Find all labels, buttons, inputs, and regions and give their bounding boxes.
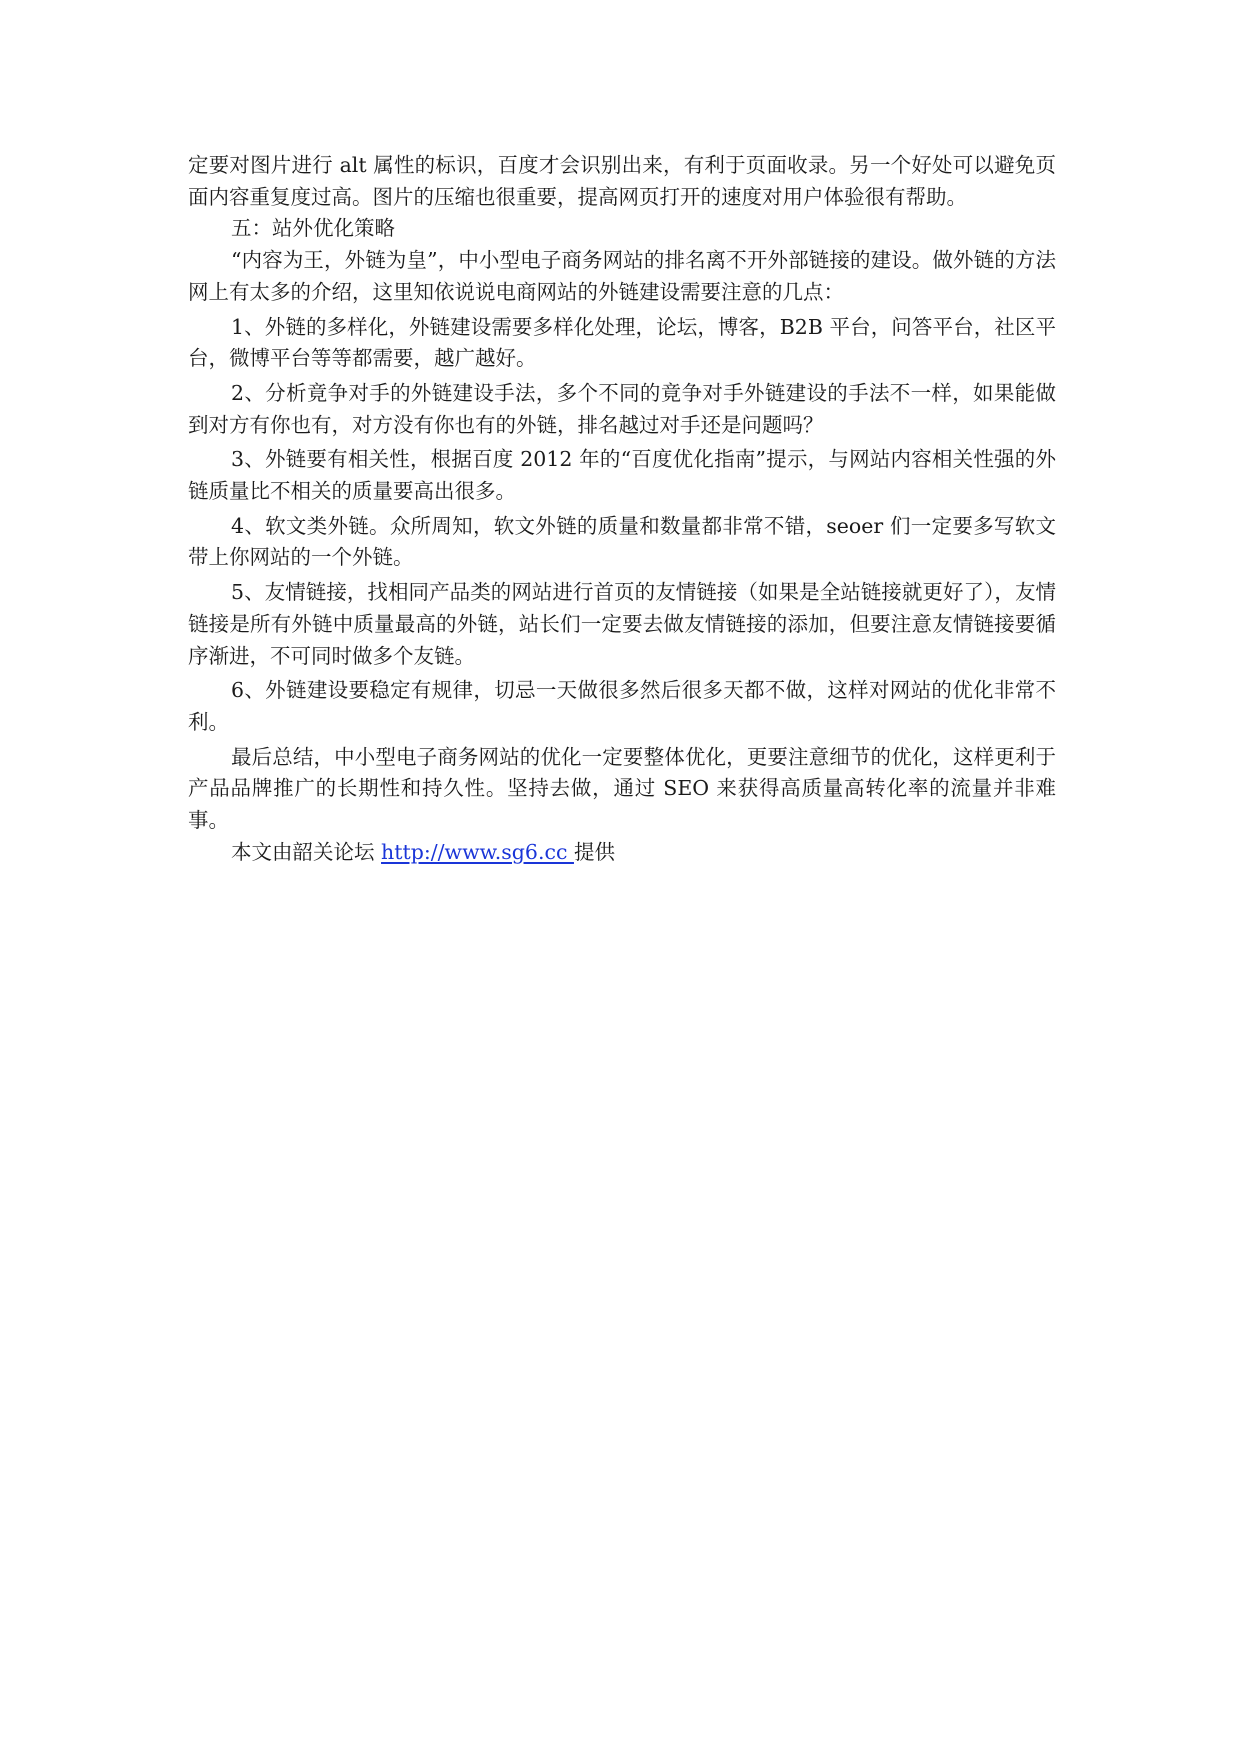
document-body xyxy=(188,150,1056,868)
paragraph-conclusion: 最后总结，中小型电子商务网站的优化一定要整体优化，更要注意细节的优化，这样更利于产品品牌推广的长期性和持久性。坚持去做，通过 SEO 来获得高质量高转化率的流量并非难事。 xyxy=(188,744,1056,833)
list-item-2: 2、分析竟争对手的外链建设手法，多个不同的竟争对手外链建设的手法不一样，如果能做到对方有你也有，对方没有你也有的外链，排名越过对手还是问题吗？ xyxy=(188,380,1056,437)
list-item-4: 4、软文类外链。众所周知，软文外链的质量和数量都非常不错，seoer 们一定要多写软文带上你网站的一个外链。 xyxy=(188,513,1056,570)
list-item-3: 3、外链要有相关性，根据百度 2012 年的“百度优化指南”提示，与网站内容相关性强的外链质量比不相关的质量要高出很多。 xyxy=(188,447,1056,504)
forum-link[interactable]: http://www.sg6.cc xyxy=(381,839,574,864)
footer-prefix: 本文由韶关论坛 xyxy=(231,839,382,864)
list-item-5: 5、友情链接，找相同产品类的网站进行首页的友情链接（如果是全站链接就更好了），友情链接是所有外链中质量最高的外链，站长们一定要去做友情链接的添加，但要注意友情链接要循序渐进，不可同时做多个友链。 xyxy=(188,580,1056,668)
list-item-6: 6、外链建设要稳定有规律，切忌一天做很多然后很多天都不做，这样对网站的优化非常不利。 xyxy=(188,678,1056,734)
section-heading-offsite-seo: 五：站外优化策略 xyxy=(231,216,395,241)
list-item-1: 1、外链的多样化，外链建设需要多样化处理，论坛，博客，B2B 平台，问答平台，社区平台，微博平台等等都需要，越广越好。 xyxy=(188,314,1056,371)
paragraph-image-alt: 定要对图片进行 alt 属性的标识，百度才会识别出来，有利于页面收录。另一个好处可以避免页面内容重复度过高。图片的压缩也很重要，提高网页打开的速度对用户体验很有帮助。 xyxy=(188,153,1056,209)
footer-credit xyxy=(188,837,1056,869)
footer-suffix: 提供 xyxy=(573,839,615,864)
paragraph-content-is-king: “内容为王，外链为皇”，中小型电子商务网站的排名离不开外部链接的建设。做外链的方法网上有太多的介绍，这里知依说说电商网站的外链建设需要注意的几点： xyxy=(188,248,1056,304)
